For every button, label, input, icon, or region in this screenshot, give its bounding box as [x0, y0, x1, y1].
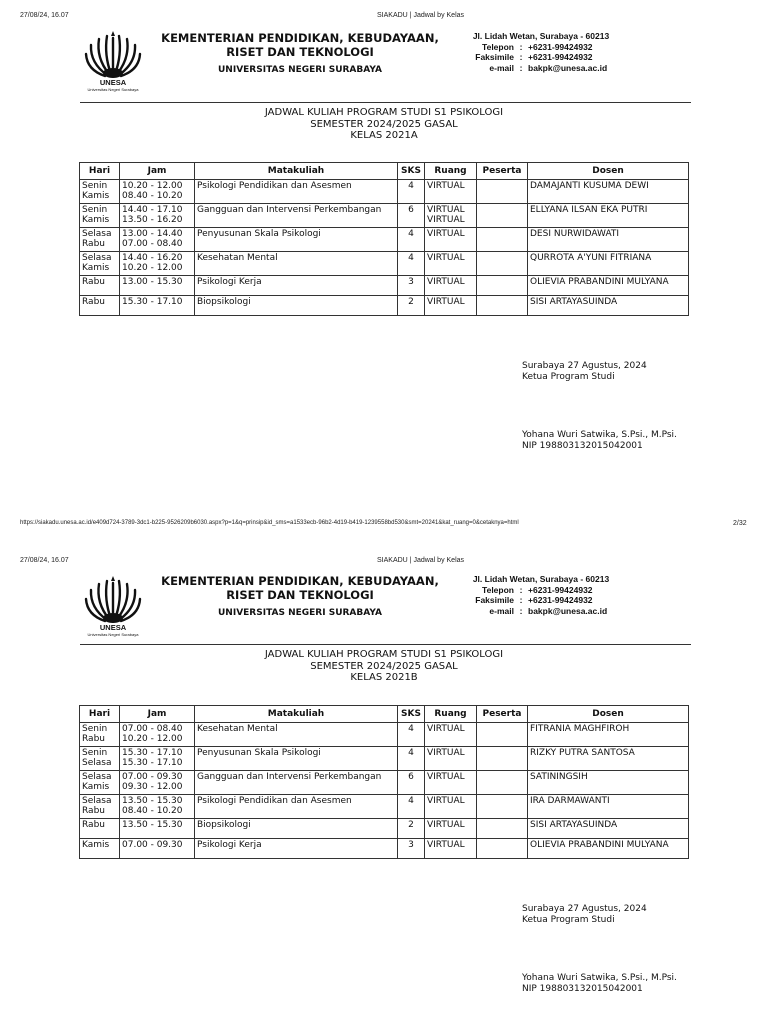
cell-hari-line: Kamis: [82, 782, 110, 792]
cell-ruang: [425, 251, 477, 275]
unesa-emblem-icon: [84, 30, 142, 80]
cell-sks: 4: [398, 746, 425, 770]
cell-jam: [120, 818, 195, 838]
cell-sks: 2: [398, 295, 425, 315]
cell-ruang-line: VIRTUAL: [427, 795, 465, 806]
university-name: UNIVERSITAS NEGERI SURABAYA: [218, 65, 382, 75]
cell-matakuliah: Gangguan dan Intervensi Perkembangan: [195, 203, 398, 227]
col-dosen: Dosen: [528, 706, 689, 723]
table-row: [80, 179, 689, 203]
cell-hari: [80, 251, 120, 275]
ministry-line-2: RISET DAN TEKNOLOGI: [226, 45, 374, 59]
address: Jl. Lidah Wetan, Surabaya - 60213: [472, 574, 610, 584]
cell-jam-line: 13.50 - 15.30: [122, 795, 183, 806]
contact-email: e-mail : bakpk@unesa.ac.id: [489, 62, 608, 73]
sign-name: Yohana Wuri Satwika, S.Psi., M.Psi.: [522, 973, 677, 983]
cell-sks: 4: [398, 794, 425, 818]
cell-peserta: [477, 818, 528, 838]
cell-hari-line: Senin: [82, 204, 108, 215]
cell-jam: [120, 794, 195, 818]
cell-hari: [80, 838, 120, 858]
cell-sks: 4: [398, 722, 425, 746]
cell-matakuliah: Psikologi Pendidikan dan Asesmen: [195, 794, 398, 818]
cell-ruang: [425, 179, 477, 203]
contact-phone: Telepon : +6231-99424932: [482, 584, 593, 595]
cell-sks: 2: [398, 818, 425, 838]
sign-nip: NIP 198803132015042001: [522, 440, 643, 451]
col-ruang: Ruang: [425, 706, 477, 723]
cell-peserta: [477, 794, 528, 818]
cell-hari-line: Senin: [82, 180, 108, 191]
title-line-2: SEMESTER 2024/2025 GASAL: [310, 118, 458, 130]
cell-sks: 6: [398, 770, 425, 794]
contact-block: [456, 31, 626, 73]
cell-jam: [120, 227, 195, 251]
ministry-line-1: KEMENTERIAN PENDIDIKAN, KEBUDAYAAN,: [161, 574, 439, 588]
sign-place-date: Surabaya 27 Agustus, 2024: [522, 361, 647, 371]
sign-place-date: Surabaya 27 Agustus, 2024: [522, 904, 647, 914]
cell-ruang-line: VIRTUAL: [427, 747, 465, 758]
cell-ruang: [425, 227, 477, 251]
cell-peserta: [477, 251, 528, 275]
cell-hari-line: Kamis: [82, 839, 110, 850]
schedule-table: [79, 162, 689, 316]
sign-role: Ketua Program Studi: [522, 371, 615, 382]
cell-matakuliah: Biopsikologi: [195, 295, 398, 315]
cell-matakuliah: Psikologi Kerja: [195, 838, 398, 858]
cell-hari-line: Selasa: [82, 758, 112, 768]
cell-ruang-line: VIRTUAL: [427, 296, 465, 307]
contact-block: [456, 574, 626, 616]
print-url: https://siakadu.unesa.ac.id/e409d724-3789-3dc1-b225-9526209b6030.aspx?p=1&q=prinsip&id_sms=a1533ecb-96b2-4d19-b419-1239558bd530&smt=20241&kat_ruang=0&cetaknya=html: [20, 520, 519, 526]
table-row: [80, 746, 689, 770]
cell-hari: [80, 179, 120, 203]
cell-hari-line: Rabu: [82, 296, 105, 307]
cell-jam-line: 13.50 - 16.20: [122, 215, 183, 225]
table-row: [80, 275, 689, 295]
title-line-1: JADWAL KULIAH PROGRAM STUDI S1 PSIKOLOGI: [264, 649, 504, 660]
institution-name: [150, 31, 450, 77]
print-datetime: 27/08/24, 16.07: [20, 12, 69, 19]
cell-dosen: IRA DARMAWANTI: [528, 794, 689, 818]
cell-jam: [120, 251, 195, 275]
signature-block: [522, 904, 677, 994]
cell-ruang: [425, 275, 477, 295]
cell-peserta: [477, 838, 528, 858]
cell-ruang-line: VIRTUAL: [427, 180, 465, 191]
print-datetime-2: 27/08/24, 16.07: [20, 557, 69, 564]
cell-ruang: [425, 838, 477, 858]
col-jam: Jam: [120, 706, 195, 723]
cell-ruang: [425, 746, 477, 770]
col-matakuliah: Matakuliah: [195, 706, 398, 723]
cell-sks: 3: [398, 838, 425, 858]
unesa-logo: [84, 30, 142, 96]
cell-sks: 6: [398, 203, 425, 227]
cell-dosen: OLIEVIA PRABANDINI MULYANA: [528, 838, 689, 858]
cell-hari-line: Kamis: [82, 191, 110, 201]
cell-ruang: [425, 722, 477, 746]
cell-hari-line: Kamis: [82, 263, 110, 273]
cell-matakuliah: Gangguan dan Intervensi Perkembangan: [195, 770, 398, 794]
cell-ruang-line: VIRTUAL: [427, 252, 465, 263]
schedule-table: [79, 705, 689, 859]
cell-jam: [120, 770, 195, 794]
header-divider: [80, 644, 691, 645]
cell-jam-line: 09.30 - 12.00: [122, 782, 183, 792]
cell-jam: [120, 275, 195, 295]
cell-matakuliah: Biopsikologi: [195, 818, 398, 838]
cell-jam-line: 15.30 - 17.10: [122, 758, 183, 768]
cell-hari: [80, 746, 120, 770]
table-row: [80, 722, 689, 746]
cell-dosen: SISI ARTAYASUINDA: [528, 818, 689, 838]
cell-jam: [120, 746, 195, 770]
cell-ruang: [425, 818, 477, 838]
cell-dosen: QURROTA A'YUNI FITRIANA: [528, 251, 689, 275]
print-doc-title-2: SIAKADU | Jadwal by Kelas: [377, 557, 465, 564]
cell-jam-line: 15.30 - 17.10: [122, 747, 183, 758]
col-hari: Hari: [80, 706, 120, 723]
sign-name: Yohana Wuri Satwika, S.Psi., M.Psi.: [522, 430, 677, 440]
cell-hari-line: Selasa: [82, 228, 112, 239]
cell-hari-line: Rabu: [82, 239, 105, 249]
logo-subtitle: Universitas Negeri Surabaya: [87, 87, 139, 92]
title-line-2: SEMESTER 2024/2025 GASAL: [310, 660, 458, 672]
table-header-row: [80, 163, 689, 180]
table-row: [80, 770, 689, 794]
col-ruang: Ruang: [425, 163, 477, 180]
cell-sks: 4: [398, 227, 425, 251]
col-hari: Hari: [80, 163, 120, 180]
cell-hari-line: Kamis: [82, 215, 110, 225]
print-doc-title: SIAKADU | Jadwal by Kelas: [377, 12, 465, 19]
cell-matakuliah: Psikologi Pendidikan dan Asesmen: [195, 179, 398, 203]
cell-jam-line: 13.00 - 15.30: [122, 276, 183, 287]
cell-hari-line: Senin: [82, 747, 108, 758]
cell-ruang-line: VIRTUAL: [427, 228, 465, 239]
cell-peserta: [477, 203, 528, 227]
cell-hari: [80, 227, 120, 251]
cell-dosen: FITRANIA MAGHFIROH: [528, 722, 689, 746]
cell-jam-line: 07.00 - 08.40: [122, 239, 183, 249]
cell-jam: [120, 179, 195, 203]
cell-matakuliah: Penyusunan Skala Psikologi: [195, 746, 398, 770]
cell-dosen: DESI NURWIDAWATI: [528, 227, 689, 251]
cell-jam-line: 08.40 - 10.20: [122, 191, 183, 201]
logo-name: UNESA: [99, 78, 127, 87]
cell-hari: [80, 295, 120, 315]
cell-jam-line: 13.50 - 15.30: [122, 819, 183, 830]
table-row: [80, 203, 689, 227]
cell-hari-line: Selasa: [82, 771, 112, 782]
institution-name: [150, 574, 450, 620]
university-name: UNIVERSITAS NEGERI SURABAYA: [218, 608, 382, 618]
title-line-3: KELAS 2021A: [350, 130, 418, 141]
cell-matakuliah: Penyusunan Skala Psikologi: [195, 227, 398, 251]
title-line-3: KELAS 2021B: [350, 672, 418, 683]
cell-peserta: [477, 179, 528, 203]
cell-jam: [120, 838, 195, 858]
cell-dosen: SATININGSIH: [528, 770, 689, 794]
logo-name: UNESA: [99, 623, 127, 632]
cell-jam-line: 10.20 - 12.00: [122, 180, 183, 191]
signature-block: [522, 361, 677, 451]
print-page-number: 2/32: [733, 520, 747, 527]
unesa-emblem-icon: [84, 575, 142, 625]
cell-ruang-line: VIRTUAL: [427, 723, 465, 734]
cell-hari-line: Rabu: [82, 819, 105, 830]
cell-dosen: DAMAJANTI KUSUMA DEWI: [528, 179, 689, 203]
cell-hari-line: Selasa: [82, 252, 112, 263]
cell-ruang-line: VIRTUAL: [427, 276, 465, 287]
cell-jam-line: 07.00 - 09.30: [122, 839, 183, 850]
schedule-title: [80, 107, 688, 142]
cell-peserta: [477, 295, 528, 315]
table-header-row: [80, 706, 689, 723]
cell-ruang-line: VIRTUAL: [427, 771, 465, 782]
cell-peserta: [477, 227, 528, 251]
cell-jam: [120, 295, 195, 315]
cell-ruang: [425, 203, 477, 227]
table-row: [80, 251, 689, 275]
cell-jam-line: 15.30 - 17.10: [122, 296, 183, 307]
cell-ruang: [425, 295, 477, 315]
cell-jam-line: 10.20 - 12.00: [122, 734, 183, 744]
table-row: [80, 295, 689, 315]
col-sks: SKS: [398, 163, 425, 180]
sign-role: Ketua Program Studi: [522, 914, 615, 925]
cell-hari-line: Rabu: [82, 734, 105, 744]
col-peserta: Peserta: [477, 163, 528, 180]
contact-fax: Faksimile : +6231-99424932: [475, 595, 593, 605]
col-peserta: Peserta: [477, 706, 528, 723]
cell-sks: 3: [398, 275, 425, 295]
cell-ruang-line: VIRTUAL: [427, 204, 465, 215]
cell-hari: [80, 818, 120, 838]
cell-peserta: [477, 722, 528, 746]
cell-ruang-line: VIRTUAL: [427, 819, 465, 830]
contact-phone: Telepon : +6231-99424932: [482, 41, 593, 52]
address: Jl. Lidah Wetan, Surabaya - 60213: [472, 31, 610, 41]
header-divider: [80, 102, 691, 103]
cell-peserta: [477, 770, 528, 794]
cell-hari-line: Rabu: [82, 806, 105, 816]
cell-ruang-line: VIRTUAL: [427, 215, 465, 225]
cell-jam: [120, 203, 195, 227]
cell-jam-line: 08.40 - 10.20: [122, 806, 183, 816]
cell-jam: [120, 722, 195, 746]
cell-matakuliah: Kesehatan Mental: [195, 722, 398, 746]
cell-ruang: [425, 770, 477, 794]
cell-jam-line: 14.40 - 16.20: [122, 252, 183, 263]
col-jam: Jam: [120, 163, 195, 180]
cell-hari: [80, 275, 120, 295]
cell-peserta: [477, 275, 528, 295]
table-row: [80, 838, 689, 858]
cell-dosen: OLIEVIA PRABANDINI MULYANA: [528, 275, 689, 295]
cell-hari: [80, 794, 120, 818]
cell-sks: 4: [398, 251, 425, 275]
title-line-1: JADWAL KULIAH PROGRAM STUDI S1 PSIKOLOGI: [264, 107, 504, 118]
schedule-title: [80, 649, 688, 684]
cell-jam-line: 14.40 - 17.10: [122, 204, 183, 215]
ministry-line-1: KEMENTERIAN PENDIDIKAN, KEBUDAYAAN,: [161, 31, 439, 45]
table-row: [80, 794, 689, 818]
col-sks: SKS: [398, 706, 425, 723]
cell-dosen: SISI ARTAYASUINDA: [528, 295, 689, 315]
cell-jam-line: 07.00 - 09.30: [122, 771, 183, 782]
cell-dosen: ELLYANA ILSAN EKA PUTRI: [528, 203, 689, 227]
cell-hari-line: Senin: [82, 723, 108, 734]
cell-jam-line: 10.20 - 12.00: [122, 263, 183, 273]
cell-hari: [80, 203, 120, 227]
contact-fax: Faksimile : +6231-99424932: [475, 52, 593, 62]
col-matakuliah: Matakuliah: [195, 163, 398, 180]
cell-dosen: RIZKY PUTRA SANTOSA: [528, 746, 689, 770]
unesa-logo: [84, 575, 142, 641]
cell-ruang-line: VIRTUAL: [427, 839, 465, 850]
cell-hari-line: Rabu: [82, 276, 105, 287]
cell-hari: [80, 722, 120, 746]
cell-hari: [80, 770, 120, 794]
logo-subtitle: Universitas Negeri Surabaya: [87, 632, 139, 637]
cell-matakuliah: Kesehatan Mental: [195, 251, 398, 275]
cell-ruang: [425, 794, 477, 818]
cell-sks: 4: [398, 179, 425, 203]
cell-hari-line: Selasa: [82, 795, 112, 806]
ministry-line-2: RISET DAN TEKNOLOGI: [226, 588, 374, 602]
cell-jam-line: 07.00 - 08.40: [122, 723, 183, 734]
table-row: [80, 227, 689, 251]
table-row: [80, 818, 689, 838]
cell-matakuliah: Psikologi Kerja: [195, 275, 398, 295]
col-dosen: Dosen: [528, 163, 689, 180]
contact-email: e-mail : bakpk@unesa.ac.id: [489, 605, 608, 616]
cell-peserta: [477, 746, 528, 770]
cell-jam-line: 13.00 - 14.40: [122, 228, 183, 239]
sign-nip: NIP 198803132015042001: [522, 983, 643, 994]
